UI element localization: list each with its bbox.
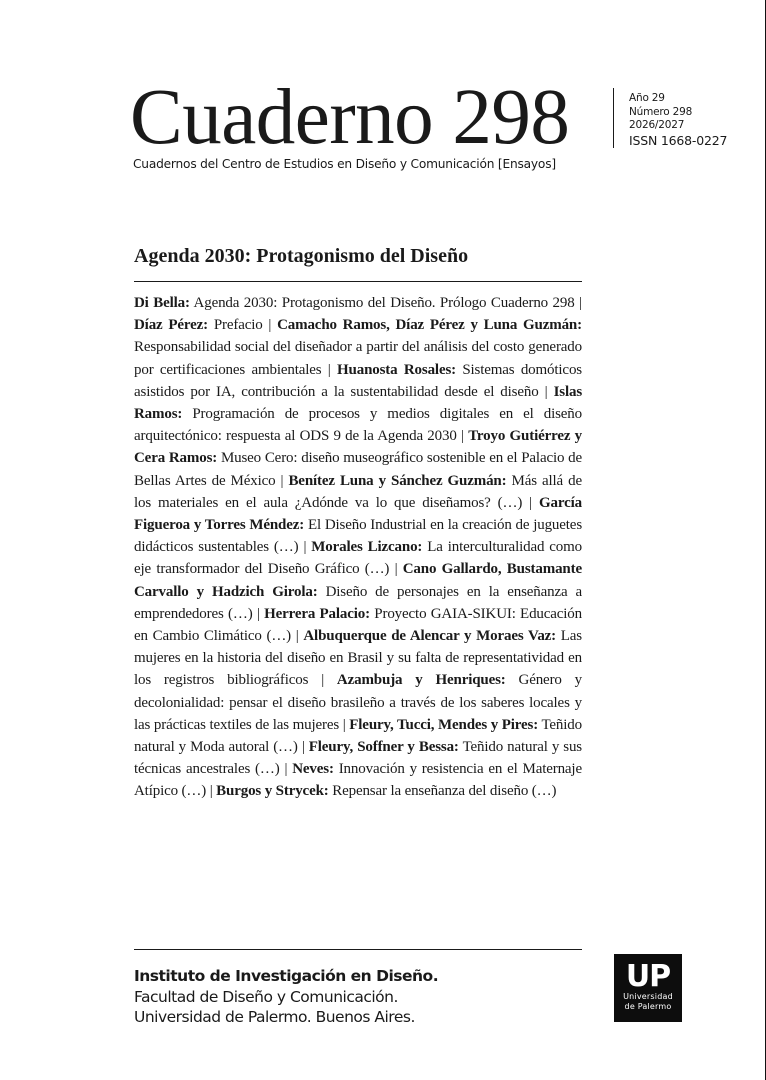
toc-entry-title: Programación de procesos y medios digitales en el diseño arquitectónico: respuesta al ODS 9 de la Agenda 2030	[134, 406, 582, 445]
entry-separator: |	[342, 716, 346, 733]
toc-entry-authors: García Figueroa y Torres Méndez:	[134, 494, 582, 534]
toc-entry-title: El Diseño Industrial en la creación de juguetes didácticos sustentables (…)	[134, 517, 583, 556]
toc-entry-authors: Herrera Palacio:	[264, 605, 370, 622]
toc-entry-title: Sistemas domóticos asistidos por IA, contribución a la sustentabilidad desde el diseño	[134, 361, 582, 400]
toc-entry-title: Las mujeres en la historia del diseño en Brasil y su falta de representatividad en los registros bibliográficos	[134, 628, 582, 689]
toc-entry-authors: Azambuja y Henriques:	[336, 672, 506, 689]
toc-entry-authors: Di Bella:	[134, 295, 190, 311]
bottom-rule	[134, 949, 582, 950]
entry-separator: |	[461, 428, 464, 445]
entry-separator: |	[301, 739, 305, 756]
toc-entry-authors: Huanosta Rosales:	[337, 361, 456, 378]
meta-divider	[613, 88, 614, 148]
toc-entry-authors: Díaz Pérez:	[134, 317, 208, 334]
university-logo	[614, 954, 682, 1022]
toc-entry-title: Museo Cero: diseño museográfico sostenible en el Palacio de Bellas Artes de México	[134, 450, 582, 489]
toc-entry-title: Diseño de personajes en la enseñanza a emprendedores (…)	[134, 583, 582, 622]
entry-separator: |	[284, 761, 288, 778]
logo-line-2: de Palermo	[624, 1002, 672, 1011]
toc-entry-authors: Camacho Ramos, Díaz Pérez y Luna Guzmán:	[277, 317, 582, 334]
toc-entry-title: Responsabilidad social del diseñador a partir del análisis del costo generado por certificaciones ambientales	[134, 339, 582, 378]
toc-entry-title: La interculturalidad como eje transformador del Diseño Gráfico (…)	[134, 539, 582, 578]
publisher-footer	[134, 966, 438, 1028]
toc-entry-title: Proyecto GAIA-SIKUI: Educación en Cambio Climático (…)	[134, 605, 583, 645]
footer-institute: Instituto de Investigación en Diseño.	[134, 967, 439, 985]
entry-separator: |	[394, 561, 398, 578]
issue-metadata	[629, 92, 727, 148]
logo-line-1: Universidad	[623, 992, 673, 1001]
toc-entry-title: Más allá de los materiales en el aula ¿Adónde va lo que diseñamos? (…)	[134, 472, 582, 511]
cover-title: Cuaderno 298	[130, 74, 570, 161]
toc-entry-authors: Neves:	[292, 761, 334, 778]
entry-separator: |	[280, 472, 284, 489]
entry-separator: |	[268, 317, 272, 334]
meta-period: 2026/2027	[629, 119, 685, 131]
toc-entry-authors: Morales Lizcano:	[311, 539, 423, 556]
toc-entry	[216, 783, 556, 799]
toc-entry-authors: Benítez Luna y Sánchez Guzmán:	[288, 472, 507, 489]
meta-year: Año 29	[629, 92, 665, 104]
section-title: Agenda 2030: Protagonismo del Diseño	[134, 245, 469, 267]
entry-separator: |	[303, 539, 307, 556]
top-rule	[134, 281, 582, 282]
meta-number: Número 298	[629, 105, 693, 118]
entry-separator: |	[321, 672, 325, 689]
toc-entry	[134, 295, 575, 311]
toc-entry-title: Género y decolonialidad: pensar el diseño brasileño a través de los saberes locales y las prácticas textiles de las mujeres	[134, 672, 582, 733]
toc-entry-authors: Burgos y Strycek:	[216, 783, 329, 800]
entry-separator: |	[579, 295, 582, 311]
entry-separator: |	[256, 605, 260, 622]
toc-entry-title: Teñido natural y sus técnicas ancestrales (…)	[134, 739, 582, 778]
toc-entry	[134, 317, 263, 333]
entry-separator: |	[529, 494, 533, 511]
toc-entry-title: Prefacio	[213, 317, 263, 334]
toc-entry-authors: Cano Gallardo, Bustamante Carvallo y Hadzich Girola:	[134, 561, 582, 600]
toc-entry-title: Innovación y resistencia en el Maternaje Atípico (…)	[134, 761, 582, 800]
toc-entry-authors: Islas Ramos:	[134, 383, 583, 423]
meta-issn: ISSN 1668-0227	[629, 132, 728, 148]
entry-separator: |	[209, 783, 213, 800]
footer-university: Universidad de Palermo. Buenos Aires.	[134, 1008, 415, 1026]
toc-entry-title: Repensar la enseñanza del diseño (…)	[332, 783, 557, 800]
entry-separator: |	[544, 383, 548, 400]
logo-mark: UP	[625, 959, 671, 994]
toc-entry-title: Agenda 2030: Protagonismo del Diseño. Prólogo Cuaderno 298	[193, 295, 575, 311]
footer-faculty: Facultad de Diseño y Comunicación.	[134, 987, 398, 1006]
cover-subtitle: Cuadernos del Centro de Estudios en Diseño y Comunicación [Ensayos]	[133, 157, 556, 171]
entry-separator: |	[327, 361, 331, 378]
toc-entry-authors: Albuquerque de Alencar y Moraes Vaz:	[303, 628, 557, 645]
toc-entry-title: Teñido natural y Moda autoral (…)	[134, 716, 582, 756]
toc-entry-authors: Troyo Gutiérrez y Cera Ramos:	[134, 428, 583, 467]
masthead	[130, 74, 570, 172]
toc-entry-authors: Fleury, Tucci, Mendes y Pires:	[349, 716, 539, 733]
entry-separator: |	[295, 628, 299, 645]
toc-entry-authors: Fleury, Soffner y Bessa:	[308, 739, 459, 756]
table-of-contents	[134, 292, 582, 803]
